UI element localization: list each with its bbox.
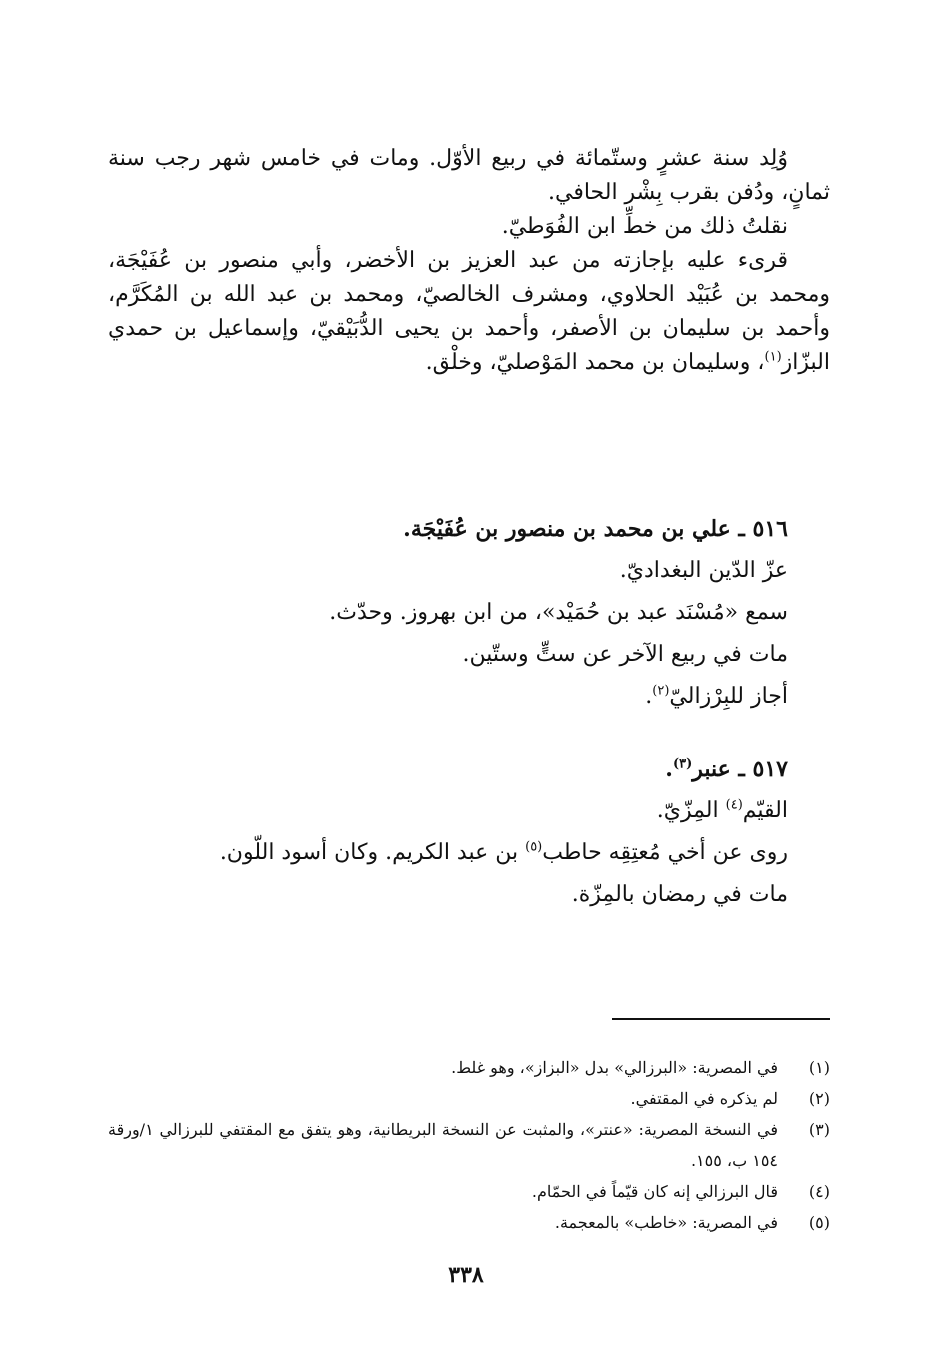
footnote-ref-2: (٢): [652, 683, 670, 699]
entry-516: [108, 508, 830, 718]
footnote-item: [108, 1114, 830, 1176]
footnote-ref-4: (٤): [725, 797, 743, 813]
entry-517-line2-b: بن عبد الكريم. وكان أسود اللّون.: [219, 840, 526, 865]
footnotes: [108, 1052, 830, 1238]
entry-517-title-end: .: [665, 756, 673, 782]
footnote-text: في المصرية: «البرزالي» بدل «البزاز»، وهو غلط.: [451, 1058, 778, 1077]
footnote-divider: [612, 1018, 830, 1020]
entry-516-line: [108, 676, 830, 718]
entry-516-title: ٥١٦ ـ علي بن محمد بن منصور بن عُفَيْجَة.: [403, 516, 788, 542]
footnote-item: [108, 1083, 830, 1114]
entry-517-line2-a: روى عن أخي مُعتِقِه حاطب: [542, 840, 788, 865]
footnote-number: (٥): [808, 1213, 830, 1232]
entry-516-ijaza-end: .: [645, 684, 653, 709]
footnote-text: في النسخة المصرية: «عنتر»، والمثبت عن النسخة البريطانية، وهو يتفق مع المقتفي للبرزالي ١/ورقة ١٥٤ ب، ١٥٥.: [108, 1120, 779, 1170]
entry-516-line: سمع «مُسْنَد عبد بن حُمَيْد»، من ابن بهروز. وحدّث.: [329, 600, 788, 625]
footnote-ref-1: (١): [764, 349, 782, 365]
entry-517-line: مات في رمضان بالمِزّة.: [571, 882, 788, 907]
footnote-number: (١): [808, 1058, 830, 1077]
paragraph-birth-death: وُلِد سنة عشرٍ وستّمائة في ربيع الأوّل. ومات في خامس شهر رجب سنة ثمانٍ، ودُفن بقرب بِشْر الحافي.: [108, 146, 830, 205]
footnote-text: في المصرية: «خاطب» بالمعجمة.: [554, 1213, 778, 1232]
entry-516-ijaza-text: أجاز للبِرْزاليّ: [669, 684, 788, 709]
entry-517-title-text: ٥١٧ ـ عنبر: [692, 756, 788, 782]
entry-517-title: [108, 748, 830, 790]
entry-517: [108, 748, 830, 916]
entry-517-line1-a: القيّم: [742, 798, 788, 823]
footnote-ref-5: (٥): [525, 839, 543, 855]
entry-517-line: [108, 832, 830, 874]
entry-516-line: مات في ربيع الآخر عن ستٍّ وستّين.: [462, 642, 788, 667]
paragraph-source: نقلتُ ذلك من خطِّ ابن الفُوَطيّ.: [501, 214, 788, 239]
footnote-item: [108, 1052, 830, 1083]
footnote-item: [108, 1207, 830, 1238]
footnote-number: (٢): [808, 1089, 830, 1108]
entry-517-line: [108, 790, 830, 832]
footnote-number: (٤): [808, 1182, 830, 1201]
paragraph-readers-tail: ، وسليمان بن محمد المَوْصليّ، وخلْق.: [425, 350, 765, 375]
entry-517-line1-b: المِزّيّ.: [656, 798, 726, 823]
footnote-text: لم يذكره في المقتفي.: [630, 1089, 778, 1108]
entry-516-line: عزّ الدّين البغداديّ.: [619, 558, 788, 583]
footnote-item: [108, 1176, 830, 1207]
footnote-text: قال البرزالي إنه كان قيّماً في الحمّام.: [531, 1182, 778, 1201]
footnote-ref-3: (٣): [672, 756, 693, 772]
footnote-number: (٣): [808, 1120, 830, 1139]
paragraph-readers: [108, 244, 830, 380]
biography-continuation: [108, 142, 830, 380]
page-number: ٣٣٨: [448, 1262, 484, 1288]
paragraph-readers-text: قرىء عليه بإجازته من عبد العزيز بن الأخضر، وأبي منصور بن عُفَيْجَة، ومحمد بن عُبَيْد الحلاوي، ومشرف الخالصيّ، ومحمد بن عبد الله بن المُكَرَّم، وأحمد بن سليمان بن الأصفر، وأحمد بن يحيى الدُّبَيْقيّ، وإسماعيل بن حمدي البزّاز: [108, 248, 830, 375]
